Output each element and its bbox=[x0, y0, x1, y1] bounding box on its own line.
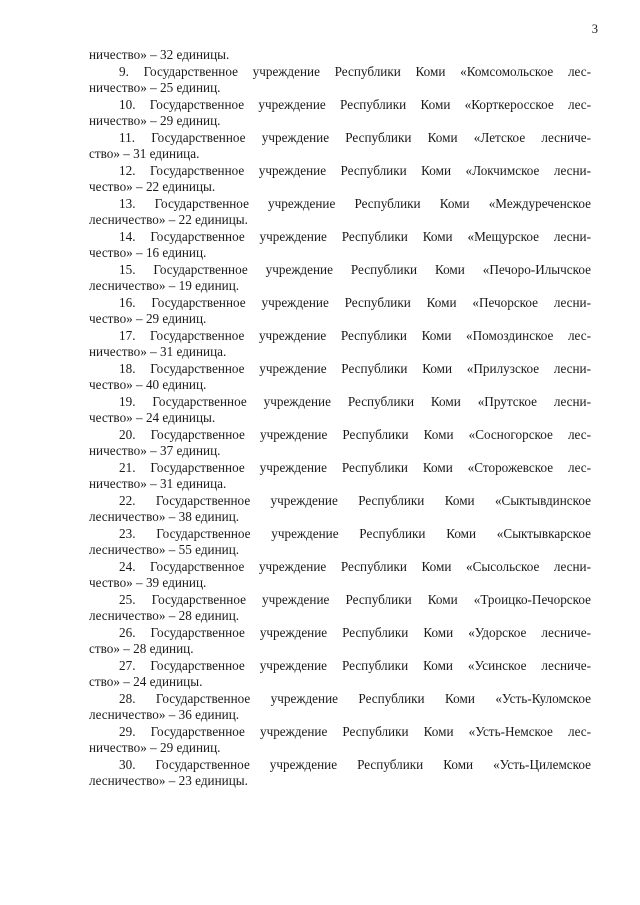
item-second-line: ничество» – 31 единица. bbox=[89, 344, 227, 359]
item-second-line: чество» – 24 единицы. bbox=[89, 410, 216, 425]
document-body bbox=[89, 47, 591, 790]
item-first-line: 16. Государственное учреждение Республики Коми «Печорское лесни- bbox=[119, 294, 591, 310]
list-item bbox=[89, 295, 591, 328]
list-item bbox=[89, 691, 591, 724]
list-item bbox=[89, 328, 591, 361]
item-second-line: ничество» – 37 единиц. bbox=[89, 443, 221, 458]
list-item bbox=[89, 196, 591, 229]
item-first-line: 21. Государственное учреждение Республики Коми «Сторожевское лес- bbox=[119, 459, 591, 475]
item-second-line: лесничество» – 23 единицы. bbox=[89, 773, 248, 788]
page-number: 3 bbox=[591, 22, 598, 36]
list-item bbox=[89, 757, 591, 790]
list-item bbox=[89, 97, 591, 130]
list-item bbox=[89, 64, 591, 97]
item-first-line: 23. Государственное учреждение Республики Коми «Сыктывкарское bbox=[119, 525, 591, 541]
list-item bbox=[89, 526, 591, 559]
item-first-line: 29. Государственное учреждение Республики Коми «Усть-Немское лес- bbox=[119, 723, 591, 739]
list-item bbox=[89, 625, 591, 658]
list-item bbox=[89, 592, 591, 625]
list-item bbox=[89, 493, 591, 526]
item-second-line: чество» – 39 единиц. bbox=[89, 575, 207, 590]
item-second-line: ничество» – 25 единиц. bbox=[89, 80, 221, 95]
item-second-line: лесничество» – 36 единиц. bbox=[89, 707, 240, 722]
item-first-line: 24. Государственное учреждение Республики Коми «Сысольское лесни- bbox=[119, 558, 591, 574]
item-second-line: лесничество» – 55 единиц. bbox=[89, 542, 240, 557]
item-first-line: 25. Государственное учреждение Республики Коми «Троицко-Печорское bbox=[119, 591, 591, 607]
item-second-line: ство» – 31 единица. bbox=[89, 146, 200, 161]
list-item bbox=[89, 262, 591, 295]
list-item bbox=[89, 658, 591, 691]
item-first-line: 26. Государственное учреждение Республики Коми «Удорское лесниче- bbox=[119, 624, 591, 640]
list-item bbox=[89, 130, 591, 163]
list-item bbox=[89, 229, 591, 262]
item-second-line: чество» – 29 единиц. bbox=[89, 311, 207, 326]
item-first-line: 22. Государственное учреждение Республики Коми «Сыктывдинское bbox=[119, 492, 591, 508]
item-second-line: ство» – 28 единиц. bbox=[89, 641, 194, 656]
item-second-line: ничество» – 31 единица. bbox=[89, 476, 227, 491]
item-first-line: 30. Государственное учреждение Республики Коми «Усть-Цилемское bbox=[119, 756, 591, 772]
item-first-line: 13. Государственное учреждение Республики Коми «Междуреченское bbox=[119, 195, 591, 211]
item-first-line: 27. Государственное учреждение Республики Коми «Усинское лесниче- bbox=[119, 657, 591, 673]
list-item bbox=[89, 460, 591, 493]
item-first-line: 12. Государственное учреждение Республики Коми «Локчимское лесни- bbox=[119, 162, 591, 178]
item-second-line: ство» – 24 единицы. bbox=[89, 674, 203, 689]
item-second-line: чество» – 40 единиц. bbox=[89, 377, 207, 392]
item-second-line: чество» – 16 единиц. bbox=[89, 245, 207, 260]
list-item bbox=[89, 559, 591, 592]
item-first-line: 10. Государственное учреждение Республики Коми «Корткеросское лес- bbox=[119, 96, 591, 112]
item-first-line: 11. Государственное учреждение Республики Коми «Летское лесниче- bbox=[119, 129, 591, 145]
item-second-line: чество» – 22 единицы. bbox=[89, 179, 216, 194]
list-item bbox=[89, 163, 591, 196]
item-second-line: лесничество» – 22 единицы. bbox=[89, 212, 248, 227]
item-first-line: 15. Государственное учреждение Республики Коми «Печоро-Илычское bbox=[119, 261, 591, 277]
item-second-line: лесничество» – 28 единиц. bbox=[89, 608, 240, 623]
item-first-line: 19. Государственное учреждение Республики Коми «Прутское лесни- bbox=[119, 393, 591, 409]
item-second-line: ничество» – 29 единиц. bbox=[89, 740, 221, 755]
lead-line: ничество» – 32 единицы. bbox=[89, 47, 230, 62]
list-item bbox=[89, 394, 591, 427]
list-item bbox=[89, 724, 591, 757]
item-first-line: 17. Государственное учреждение Республики Коми «Помоздинское лес- bbox=[119, 327, 591, 343]
list-item bbox=[89, 427, 591, 460]
item-second-line: лесничество» – 38 единиц. bbox=[89, 509, 240, 524]
list-item bbox=[89, 361, 591, 394]
item-second-line: ничество» – 29 единиц. bbox=[89, 113, 221, 128]
item-first-line: 18. Государственное учреждение Республики Коми «Прилузское лесни- bbox=[119, 360, 591, 376]
item-first-line: 14. Государственное учреждение Республики Коми «Мещурское лесни- bbox=[119, 228, 591, 244]
item-second-line: лесничество» – 19 единиц. bbox=[89, 278, 240, 293]
item-list bbox=[89, 64, 591, 790]
item-first-line: 20. Государственное учреждение Республики Коми «Сосногорское лес- bbox=[119, 426, 591, 442]
item-first-line: 28. Государственное учреждение Республики Коми «Усть-Куломское bbox=[119, 690, 591, 706]
item-first-line: 9. Государственное учреждение Республики Коми «Комсомольское лес- bbox=[119, 63, 591, 79]
